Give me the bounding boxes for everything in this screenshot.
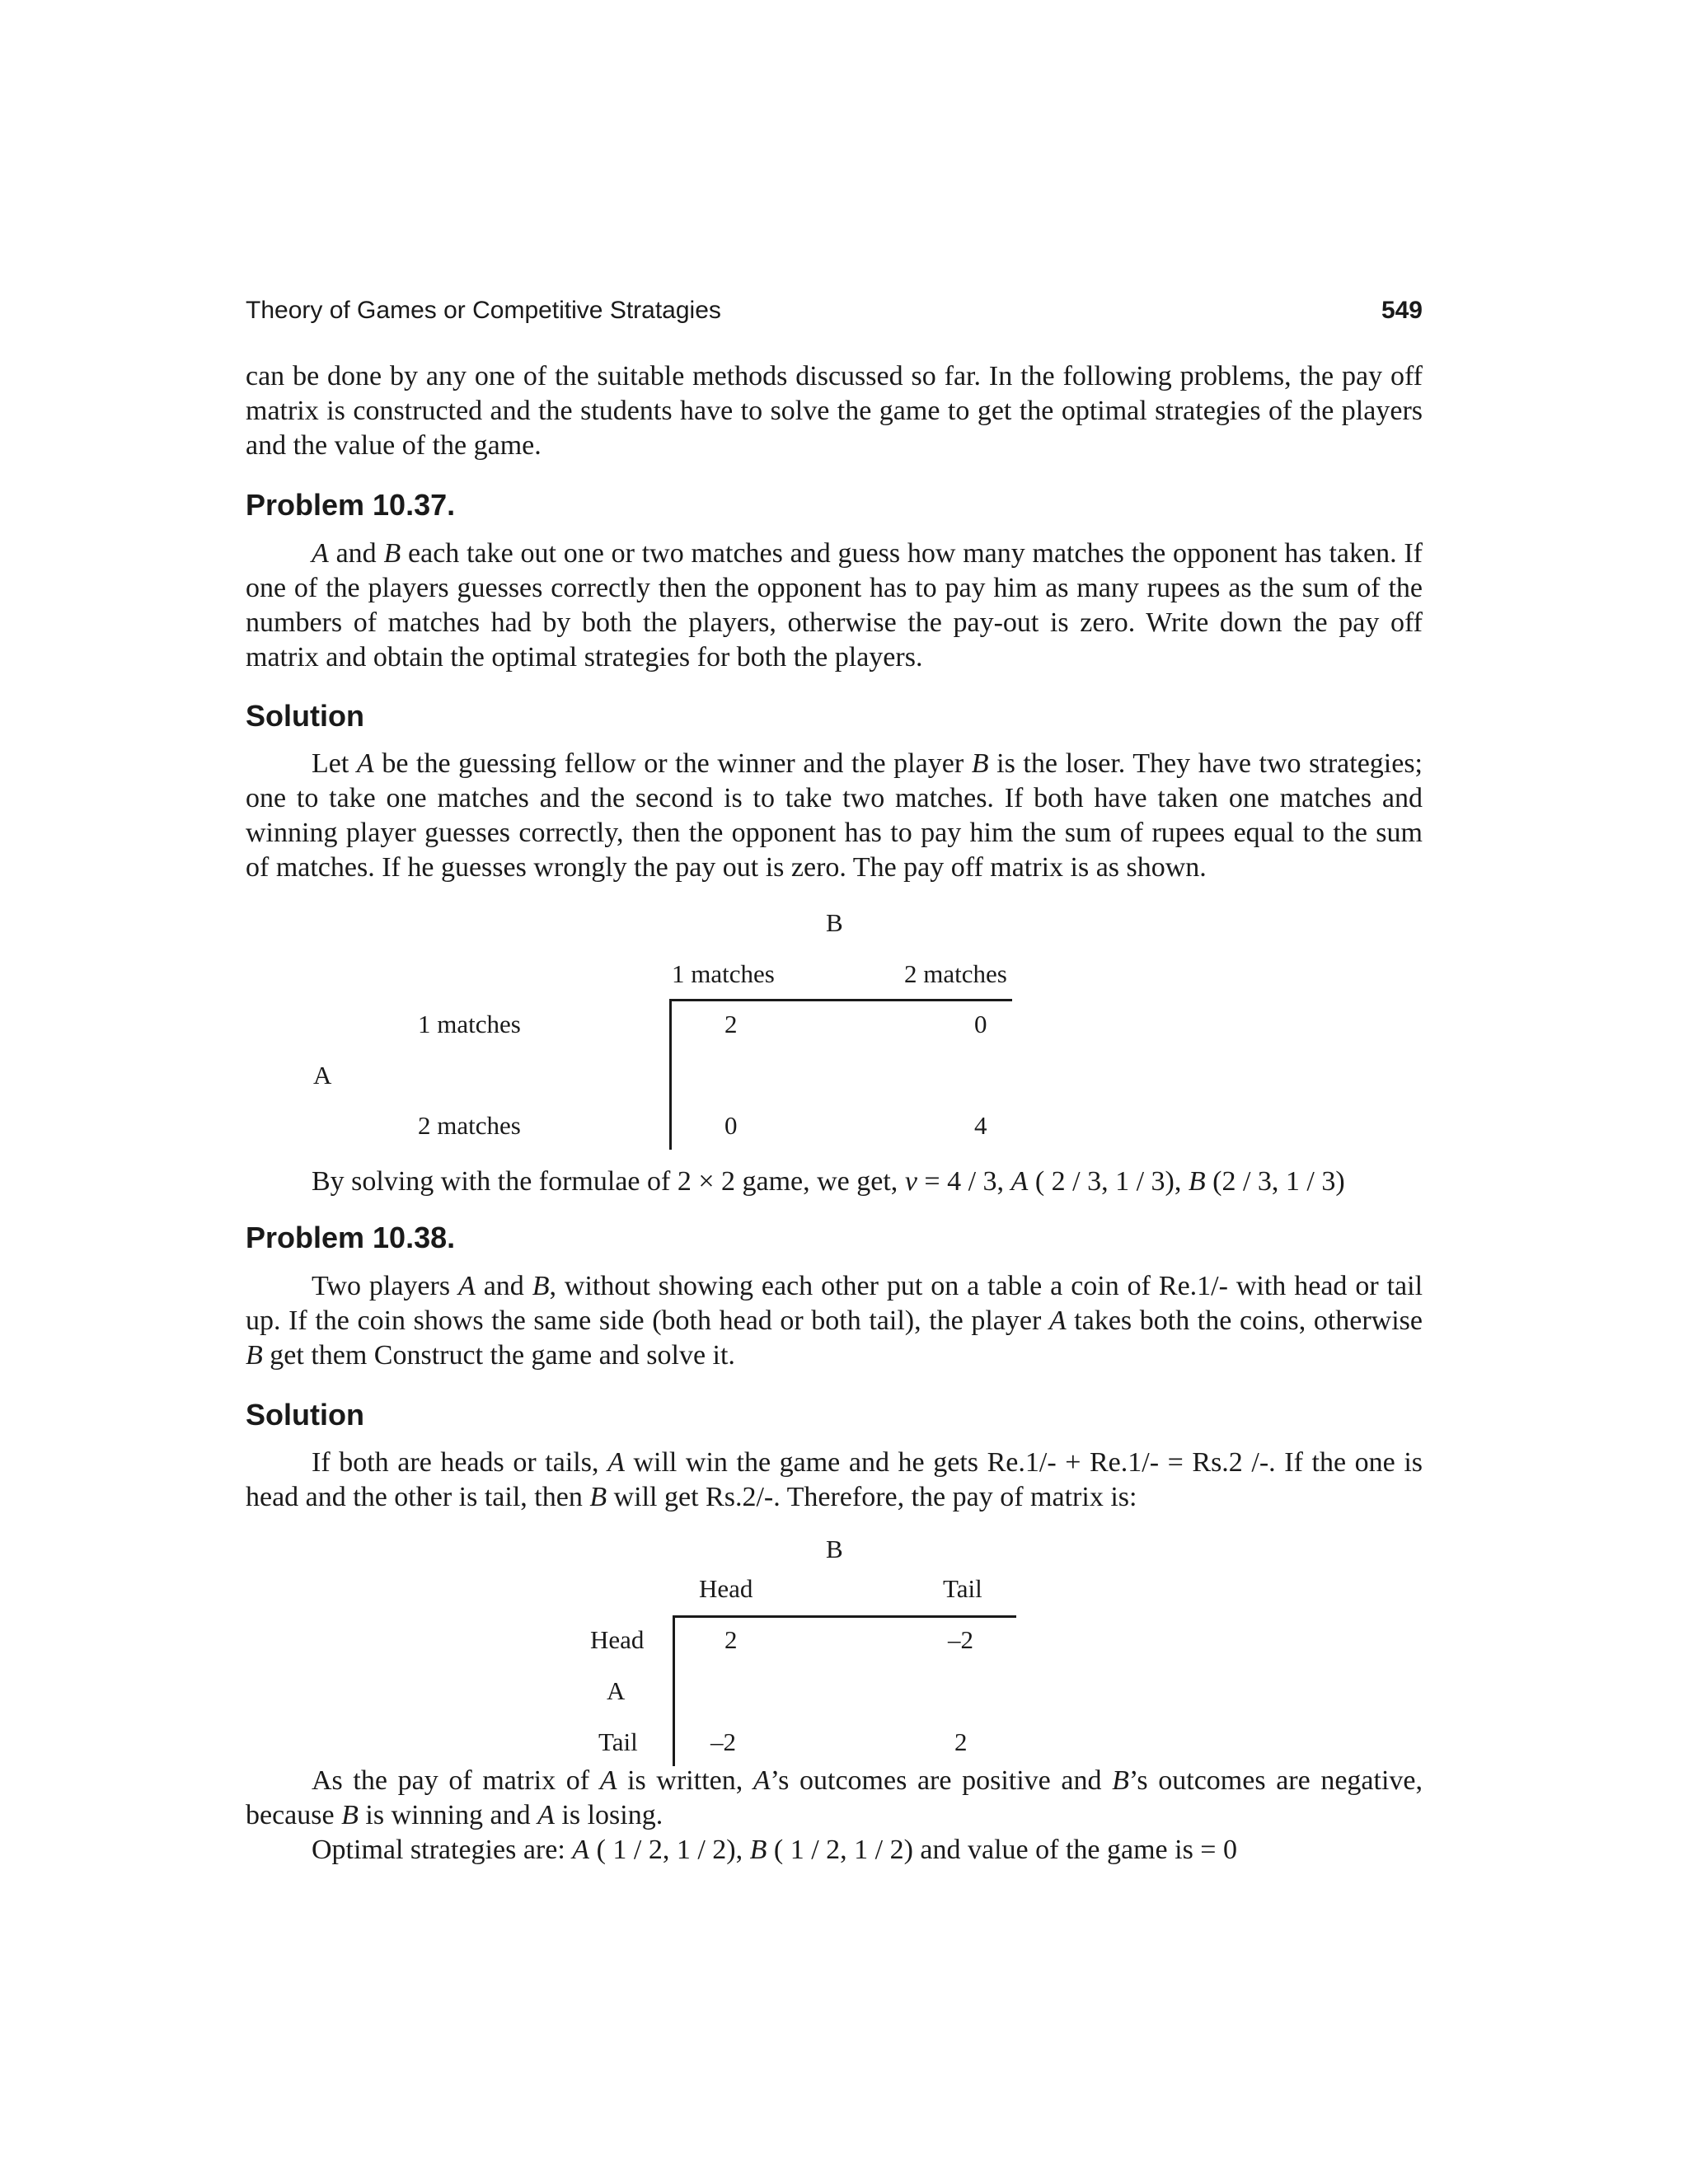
matrix-2-row-header-2: Tail [598, 1727, 638, 1756]
matrix-2-top-rule [673, 1615, 1016, 1618]
problem-10-37-text: A and B each take out one or two matches and guess how many matches the opponent has taken. If one of the players guesses correctly then the opponent has to pay him as many rupees as the sum of the numbers of matches had by both the players, otherwise the pay-out is zero. Write down the pay off matrix and obtain the optimal strategies for both the players. [246, 538, 1423, 673]
solution-2-heading: Solution [246, 1398, 364, 1432]
matrix-2-left-rule [673, 1615, 675, 1766]
matrix-1-cell: 0 [974, 1010, 987, 1038]
matrix-1-col-header-1: 1 matches [672, 959, 775, 988]
matrix-1-col-player: B [826, 908, 843, 937]
matrix-1-row-header-1: 1 matches [418, 1010, 521, 1038]
matrix-1-top-rule [669, 999, 1012, 1001]
result-1: By solving with the formulae of 2 × 2 game, we get, v = 4 / 3, A ( 2 / 3, 1 / 3), B (2 / 3, 1 / 3) [312, 1166, 1345, 1197]
matrix-2-cell: –2 [948, 1625, 973, 1654]
matrix-1-left-rule [669, 999, 672, 1150]
matrix-2-cell: 2 [954, 1727, 968, 1756]
matrix-1-cell: 0 [724, 1111, 738, 1140]
matrix-2-row-player: A [607, 1676, 626, 1705]
intro-paragraph: can be done by any one of the suitable methods discussed so far. In the following problems, the pay off matrix is constructed and the students have to solve the game to get the optimal strategies of the players and the value of the game. [246, 361, 1423, 461]
matrix-1-cell: 4 [974, 1111, 987, 1140]
matrix-1-col-header-2: 2 matches [904, 959, 1007, 988]
page-number: 549 [1381, 297, 1423, 324]
solution-1-heading: Solution [246, 699, 364, 733]
solution-2-text: If both are heads or tails, A will win the game and he gets Re.1/- + Re.1/- = Rs.2 /-. If the one is head and the other is tail, then B will get Rs.2/-. Therefore, the pay of matrix is: [246, 1447, 1423, 1512]
matrix-2-col-header-2: Tail [943, 1574, 982, 1603]
matrix-1-cell: 2 [724, 1010, 738, 1038]
matrix-2-col-header-1: Head [699, 1574, 753, 1603]
matrix-2-col-player: B [826, 1535, 843, 1563]
running-header [246, 297, 1423, 325]
problem-10-38-heading: Problem 10.38. [246, 1221, 456, 1254]
matrix-2-cell: 2 [724, 1625, 738, 1654]
header-title: Theory of Games or Competitive Stratagies [246, 297, 721, 324]
matrix-1-row-player: A [313, 1061, 332, 1090]
problem-10-38-text: Two players A and B, without showing each other put on a table a coin of Re.1/- with head or tail up. If the coin shows the same side (both head or both tail), the player A takes both the coins, otherwise B get them Construct the game and solve it. [246, 1271, 1423, 1371]
solution-1-text: Let A be the guessing fellow or the winner and the player B is the loser. They have two strategies; one to take one matches and the second is to take two matches. If both have taken one matches and winning player guesses correctly, then the opponent has to pay him the sum of rupees equal to the sum of matches. If he guesses wrongly the pay out is zero. The pay off matrix is as shown. [246, 748, 1423, 883]
matrix-2-row-header-1: Head [590, 1625, 645, 1654]
note-paragraph: As the pay of matrix of A is written, A’s outcomes are positive and B’s outcomes are negative, because B is winning and A is losing. [246, 1765, 1423, 1830]
matrix-2-cell: –2 [710, 1727, 736, 1756]
optimal-strategies: Optimal strategies are: A ( 1 / 2, 1 / 2), B ( 1 / 2, 1 / 2) and value of the game is = 0 [312, 1835, 1237, 1865]
problem-10-37-heading: Problem 10.37. [246, 488, 456, 522]
matrix-1-row-header-2: 2 matches [418, 1111, 521, 1140]
